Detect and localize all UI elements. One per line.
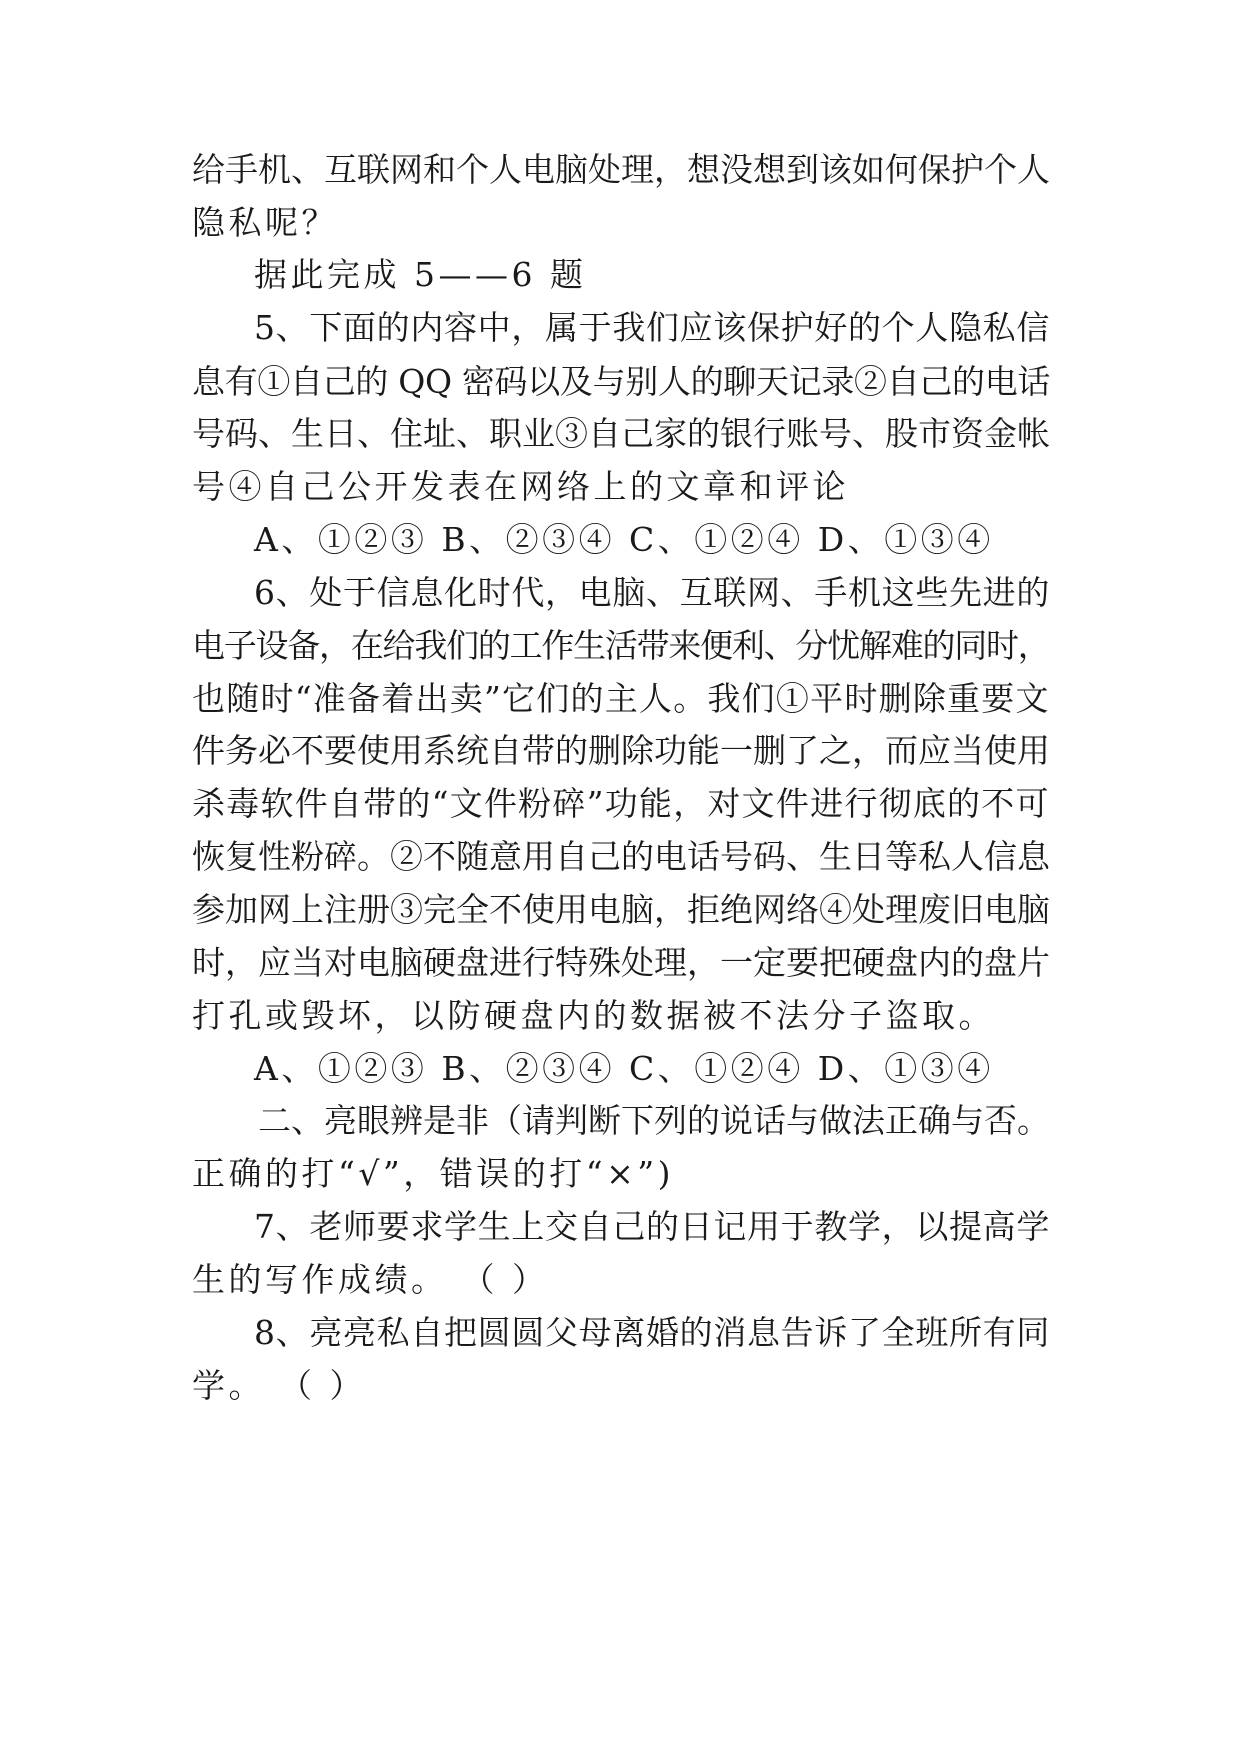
question-5: 5、下面的内容中，属于我们应该保护好的个人隐私信 xyxy=(254,308,1050,347)
text-line: 件务必不要使用系统自带的删除功能一删了之，而应当使用 xyxy=(192,731,1050,770)
text-line: 给手机、互联网和个人电脑处理，想没想到该如何保护个人 xyxy=(192,150,1050,189)
question-8: 8、亮亮私自把圆圆父母离婚的消息告诉了全班所有同 xyxy=(254,1313,1050,1352)
text-line: 学。 （ ） xyxy=(192,1366,366,1405)
text-line: 参加网上注册③完全不使用电脑，拒绝网络④处理废旧电脑 xyxy=(192,890,1050,929)
text-line: 隐私呢？ xyxy=(192,203,338,242)
text-line: 号④自己公开发表在网络上的文章和评论 xyxy=(192,467,849,506)
text-line: 杀毒软件自带的“文件粉碎”功能，对文件进行彻底的不可 xyxy=(192,784,1050,823)
section-heading: 二、亮眼辨是非（请判断下列的说话与做法正确与否。 xyxy=(258,1101,1050,1140)
text-line: 也随时“准备着出卖”它们的主人。我们①平时删除重要文 xyxy=(192,679,1050,718)
text-line: 电子设备，在给我们的工作生活带来便利、分忧解难的同时， xyxy=(192,626,1050,665)
question-5-options: A、①②③ B、②③④ C、①②④ D、①③④ xyxy=(254,520,994,559)
passage-instruction: 据此完成 5——6 题 xyxy=(254,255,587,294)
text-line: 息有①自己的 QQ 密码以及与别人的聊天记录②自己的电话 xyxy=(192,362,1051,401)
question-6-options: A、①②③ B、②③④ C、①②④ D、①③④ xyxy=(254,1049,994,1088)
text-line: 恢复性粉碎。②不随意用自己的电话号码、生日等私人信息 xyxy=(192,837,1050,876)
question-7: 7、老师要求学生上交自己的日记用于教学，以提高学 xyxy=(254,1207,1050,1246)
text-line: 打孔或毁坏，以防硬盘内的数据被不法分子盗取。 xyxy=(192,996,995,1035)
question-6: 6、处于信息化时代，电脑、互联网、手机这些先进的 xyxy=(254,573,1050,612)
text-line: 号码、生日、住址、职业③自己家的银行账号、股市资金帐 xyxy=(192,414,1050,453)
text-line: 生的写作成绩。 （ ） xyxy=(192,1260,549,1299)
text-line: 时，应当对电脑硬盘进行特殊处理，一定要把硬盘内的盘片 xyxy=(192,943,1050,982)
text-line: 正确的打“√”，错误的打“×”) xyxy=(192,1154,675,1193)
